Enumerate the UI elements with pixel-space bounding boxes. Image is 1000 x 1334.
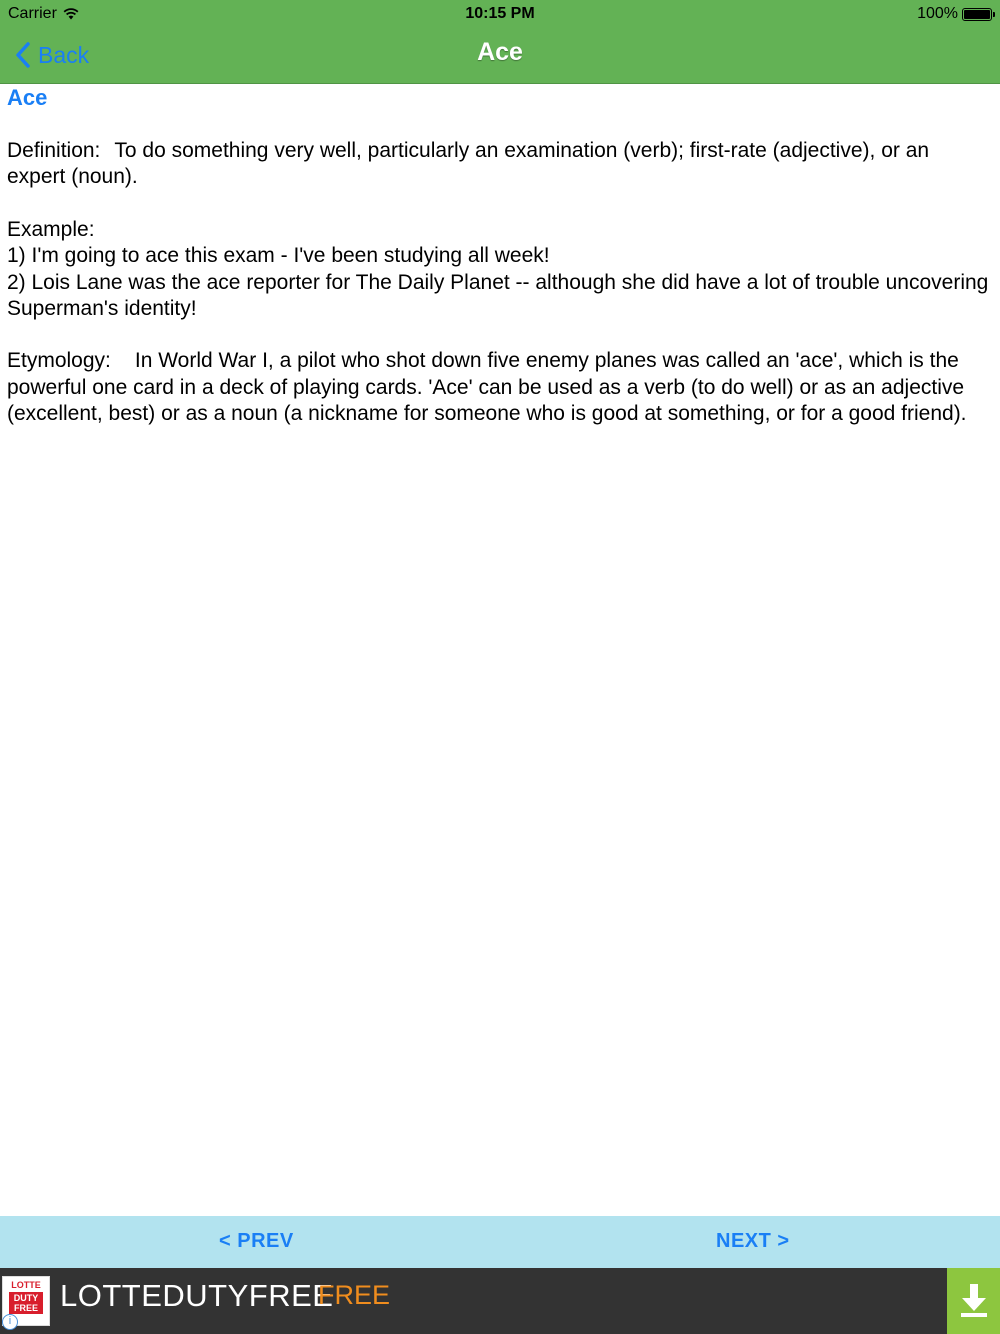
- download-icon: [959, 1282, 989, 1318]
- example-item: 1) I'm going to ace this exam - I've been studying all week!: [7, 244, 550, 268]
- page-title: Ace: [477, 38, 523, 66]
- ad-banner[interactable]: [0, 1268, 1000, 1334]
- status-bar: [0, 0, 1000, 28]
- etymology-section: [7, 348, 993, 427]
- info-icon[interactable]: i: [2, 1314, 18, 1330]
- battery-icon: [962, 8, 992, 21]
- ad-logo: LOTTE DUTY FREE: [2, 1276, 50, 1326]
- definition-text: To do something very well, particularly an examination (verb); first-rate (adjective), or an expert (noun).: [7, 139, 930, 189]
- example-section: [7, 217, 993, 323]
- definition-label: Definition:: [7, 139, 101, 162]
- status-time: 10:15 PM: [465, 5, 535, 22]
- ad-price: FREE: [318, 1280, 391, 1310]
- pager-bar: [0, 1216, 1000, 1268]
- battery-status: [917, 5, 992, 23]
- example-item: 2) Lois Lane was the ace reporter for The Daily Planet -- although she did have a lot of trouble uncovering Superman's identity!: [7, 270, 989, 321]
- etymology-text: In World War I, a pilot who shot down five enemy planes was called an 'ace', which is the powerful one card in a deck of playing cards. 'Ace' can be used as a verb (to do well) or as an adjective (excellent, best) or as a noun (a nickname for someone who is good at something, or for a good friend).: [7, 349, 967, 426]
- navigation-bar: [0, 0, 1000, 84]
- definition-section: [7, 138, 993, 191]
- next-button[interactable]: NEXT >: [716, 1230, 790, 1252]
- prev-button[interactable]: < PREV: [219, 1230, 294, 1252]
- download-button[interactable]: [947, 1268, 1000, 1334]
- carrier-label: Carrier: [8, 5, 57, 22]
- entry-word: Ace: [7, 85, 48, 110]
- entry-content: [7, 84, 993, 428]
- battery-percentage: 100%: [917, 5, 958, 22]
- example-label: Example:: [7, 217, 95, 241]
- back-label: Back: [38, 41, 90, 68]
- etymology-label: Etymology:: [7, 349, 111, 373]
- ad-title: LOTTEDUTYFREE: [60, 1278, 334, 1313]
